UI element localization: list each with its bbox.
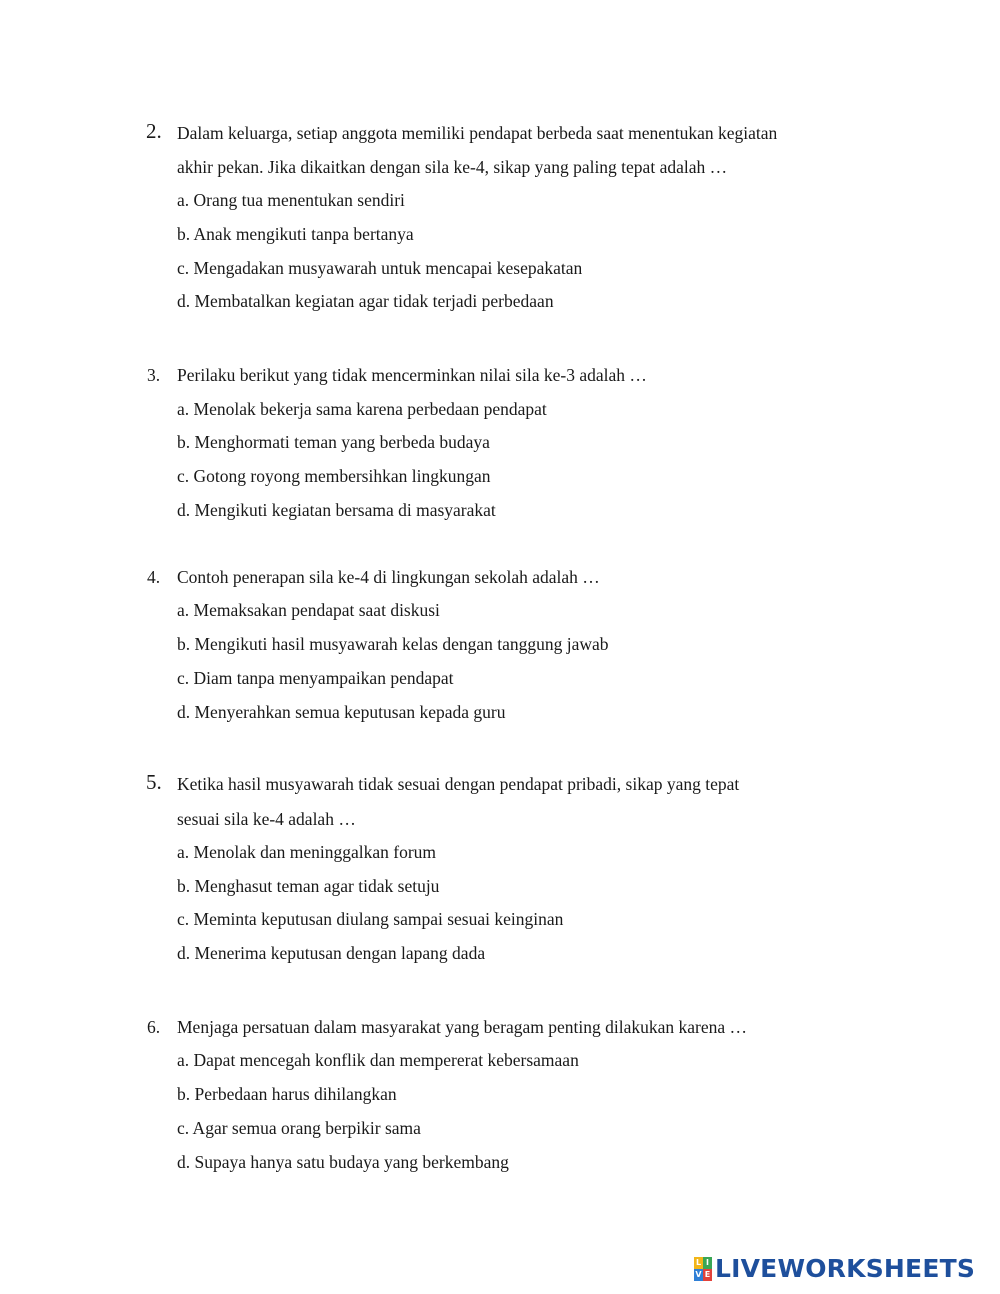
option-a: a. Menolak bekerja sama karena perbedaan pendapat xyxy=(177,399,547,419)
question-number: 5. xyxy=(146,770,162,794)
option-a: a. Dapat mencegah konflik dan mempererat kebersamaan xyxy=(177,1050,579,1070)
option-b: b. Menghasut teman agar tidak setuju xyxy=(177,876,440,896)
option-d: d. Menerima keputusan dengan lapang dada xyxy=(177,943,486,963)
option-d: d. Mengikuti kegiatan bersama di masyarakat xyxy=(177,500,496,520)
option-a: a. Orang tua menentukan sendiri xyxy=(177,190,405,210)
question-number: 3. xyxy=(147,365,161,385)
option-c: c. Agar semua orang berpikir sama xyxy=(177,1118,421,1138)
option-c: c. Diam tanpa menyampaikan pendapat xyxy=(177,668,454,688)
option-b: b. Mengikuti hasil musyawarah kelas dengan tanggung jawab xyxy=(177,634,609,654)
logo-mark-l: L xyxy=(695,1258,702,1267)
option-c: c. Mengadakan musyawarah untuk mencapai kesepakatan xyxy=(177,258,583,278)
option-b: b. Perbedaan harus dihilangkan xyxy=(177,1084,397,1104)
logo-text: LIVEWORKSHEETS xyxy=(715,1254,976,1283)
option-d: d. Supaya hanya satu budaya yang berkembang xyxy=(177,1152,509,1172)
question-text-line: Dalam keluarga, setiap anggota memiliki pendapat berbeda saat menentukan kegiatan xyxy=(177,123,778,143)
logo-mark-e: E xyxy=(704,1270,711,1279)
question-text-line: sesuai sila ke-4 adalah … xyxy=(177,809,356,829)
liveworksheets-logo xyxy=(694,1255,975,1283)
question-text-line: Perilaku berikut yang tidak mencerminkan nilai sila ke-3 adalah … xyxy=(177,365,647,385)
question-number: 6. xyxy=(147,1017,161,1037)
option-a: a. Memaksakan pendapat saat diskusi xyxy=(177,600,440,620)
question-number: 2. xyxy=(146,119,162,143)
option-c: c. Meminta keputusan diulang sampai sesuai keinginan xyxy=(177,909,564,929)
option-c: c. Gotong royong membersihkan lingkungan xyxy=(177,466,491,486)
liveworksheets-logo-icon xyxy=(694,1257,712,1281)
question-text-line: Contoh penerapan sila ke-4 di lingkungan sekolah adalah … xyxy=(177,567,600,587)
option-b: b. Menghormati teman yang berbeda budaya xyxy=(177,432,490,452)
logo-mark-i: I xyxy=(703,1257,712,1269)
question-text-line: akhir pekan. Jika dikaitkan dengan sila ke-4, sikap yang paling tepat adalah … xyxy=(177,157,728,177)
question-text-line: Menjaga persatuan dalam masyarakat yang beragam penting dilakukan karena … xyxy=(177,1017,747,1037)
logo-mark-v: V xyxy=(695,1270,702,1279)
option-a: a. Menolak dan meninggalkan forum xyxy=(177,842,437,862)
question-text-line: Ketika hasil musyawarah tidak sesuai dengan pendapat pribadi, sikap yang tepat xyxy=(177,774,740,794)
question-number: 4. xyxy=(147,567,161,587)
option-b: b. Anak mengikuti tanpa bertanya xyxy=(177,224,414,244)
option-d: d. Membatalkan kegiatan agar tidak terjadi perbedaan xyxy=(177,291,554,311)
option-d: d. Menyerahkan semua keputusan kepada guru xyxy=(177,702,506,722)
